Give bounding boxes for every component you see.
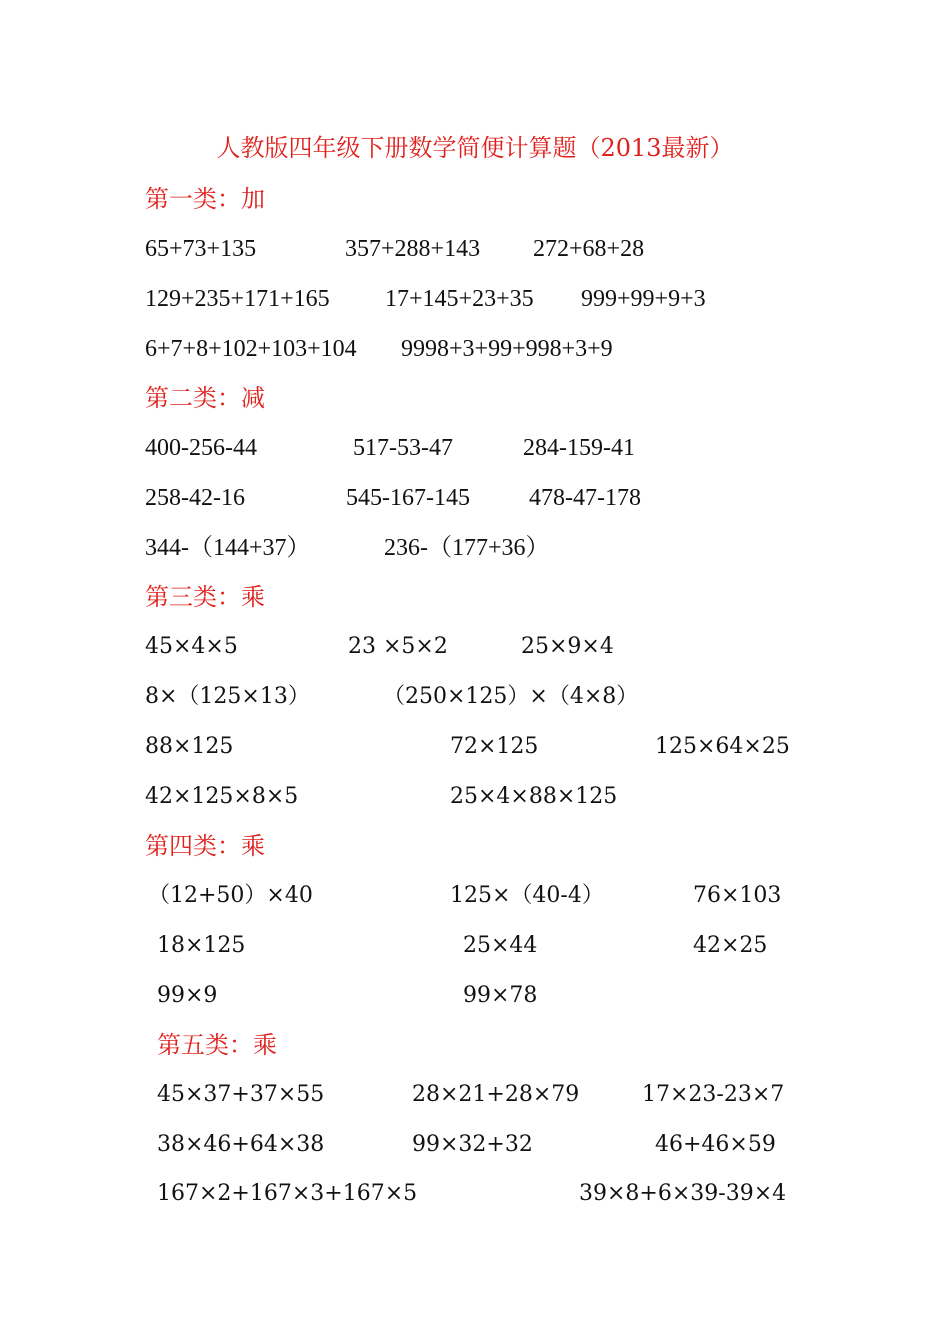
problem: 125×（40-4） (450, 883, 604, 908)
problem: 46+46×59 (655, 1132, 776, 1157)
problem: 545-167-145 (346, 485, 470, 511)
problem: 25×4×88×125 (450, 784, 618, 809)
section-heading-4: 第四类：乘 (145, 832, 265, 860)
problem: 18×125 (157, 933, 246, 958)
problem: 99×78 (463, 983, 538, 1008)
problem: 478-47-178 (529, 485, 641, 511)
section-heading-1: 第一类：加 (145, 185, 265, 213)
problem: 344-（144+37） (145, 535, 311, 561)
problem: 72×125 (450, 734, 539, 759)
problem: 45×4×5 (145, 634, 238, 659)
problem: 272+68+28 (533, 236, 645, 262)
problem: 999+99+9+3 (581, 286, 706, 312)
problem: 65+73+135 (145, 236, 257, 262)
problem: 42×25 (693, 933, 768, 958)
problem: 25×44 (463, 933, 538, 958)
problem: 39×8+6×39-39×4 (579, 1181, 787, 1206)
page-title: 人教版四年级下册数学简便计算题（2013最新） (216, 134, 734, 162)
problem: 236-（177+36） (384, 535, 550, 561)
problem: 17+145+23+35 (385, 286, 534, 312)
problem: 99×9 (157, 983, 218, 1008)
problem: 17×23-23×7 (642, 1082, 785, 1107)
problem: 125×64×25 (655, 734, 790, 759)
problem: 357+288+143 (345, 236, 481, 262)
problem: 38×46+64×38 (157, 1132, 325, 1157)
problem: 99×32+32 (412, 1132, 533, 1157)
problem: 517-53-47 (353, 435, 453, 461)
problem: 76×103 (693, 883, 782, 908)
problem: 9998+3+99+998+3+9 (401, 336, 613, 362)
problem: （12+50）×40 (148, 883, 313, 908)
problem: 167×2+167×3+167×5 (157, 1181, 418, 1206)
problem: 6+7+8+102+103+104 (145, 336, 357, 362)
problem: 88×125 (145, 734, 234, 759)
problem: 400-256-44 (145, 435, 257, 461)
problem: （250×125）×（4×8） (383, 684, 639, 709)
problem: 28×21+28×79 (412, 1082, 580, 1107)
section-heading-5: 第五类：乘 (157, 1031, 277, 1059)
problem: 23 ×5×2 (348, 634, 448, 659)
problem: 45×37+37×55 (157, 1082, 325, 1107)
problem: 284-159-41 (523, 435, 635, 461)
section-heading-3: 第三类：乘 (145, 583, 265, 611)
problem: 258-42-16 (145, 485, 245, 511)
problem: 25×9×4 (521, 634, 614, 659)
problem: 129+235+171+165 (145, 286, 330, 312)
section-heading-2: 第二类：减 (145, 384, 265, 412)
problem: 42×125×8×5 (145, 784, 299, 809)
problem: 8×（125×13） (145, 684, 310, 709)
